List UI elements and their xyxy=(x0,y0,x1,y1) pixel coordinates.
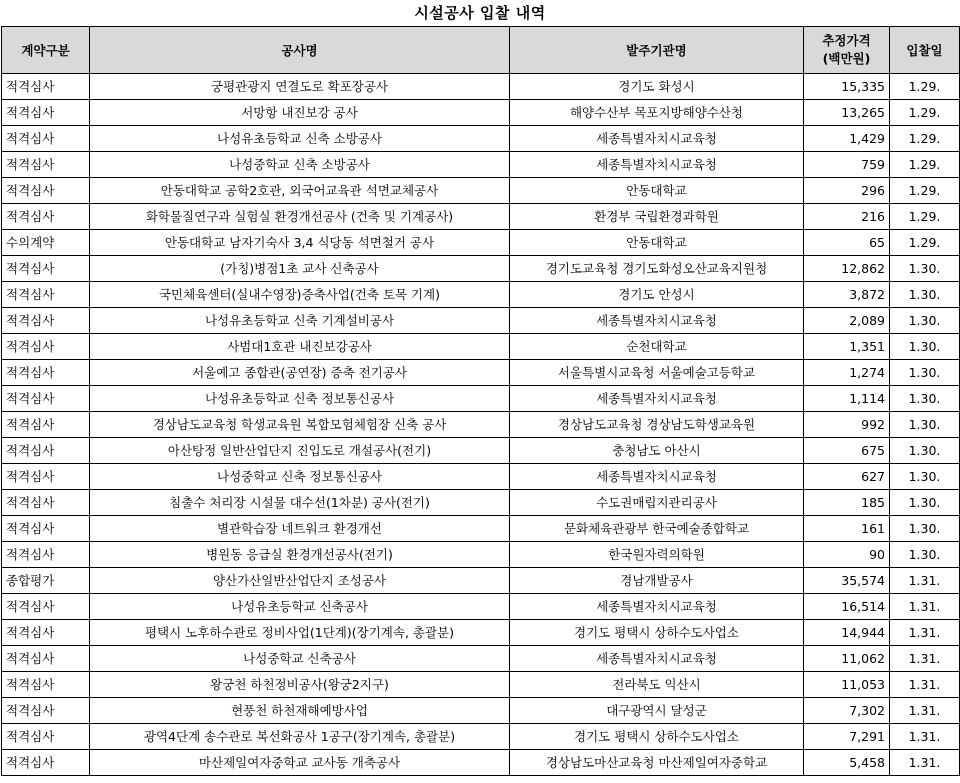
project-name-cell: 현풍천 하천재해예방사업 xyxy=(90,698,510,724)
ordering-agency-cell: 수도권매립지관리공사 xyxy=(510,490,804,516)
estimated-price-cell: 12,862 xyxy=(804,256,890,282)
estimated-price-cell: 90 xyxy=(804,542,890,568)
project-name-cell: 나성유초등학교 신축 정보통신공사 xyxy=(90,386,510,412)
bid-date-cell: 1.31. xyxy=(890,646,960,672)
contract-type-cell: 적격심사 xyxy=(2,698,90,724)
table-row xyxy=(2,100,960,126)
estimated-price-cell: 35,574 xyxy=(804,568,890,594)
contract-type-cell: 수의계약 xyxy=(2,230,90,256)
ordering-agency-cell: 경기도 안성시 xyxy=(510,282,804,308)
table-row xyxy=(2,620,960,646)
ordering-agency-cell: 경기도 화성시 xyxy=(510,74,804,100)
estimated-price-cell: 1,274 xyxy=(804,360,890,386)
bid-date-cell: 1.30. xyxy=(890,438,960,464)
estimated-price-cell: 759 xyxy=(804,152,890,178)
ordering-agency-cell: 순천대학교 xyxy=(510,334,804,360)
contract-type-cell: 적격심사 xyxy=(2,542,90,568)
project-name-cell: 나성유초등학교 신축 소방공사 xyxy=(90,126,510,152)
project-name-cell: 사범대1호관 내진보강공사 xyxy=(90,334,510,360)
bid-date-cell: 1.31. xyxy=(890,672,960,698)
contract-type-cell: 적격심사 xyxy=(2,100,90,126)
contract-type-cell: 적격심사 xyxy=(2,360,90,386)
ordering-agency-cell: 충청남도 아산시 xyxy=(510,438,804,464)
bid-date-cell: 1.29. xyxy=(890,126,960,152)
header-bid-date: 입찰일 xyxy=(890,27,960,74)
estimated-price-cell: 13,265 xyxy=(804,100,890,126)
bid-date-cell: 1.31. xyxy=(890,724,960,750)
ordering-agency-cell: 서울특별시교육청 서울예술고등학교 xyxy=(510,360,804,386)
project-name-cell: 경상남도교육청 학생교육원 복합모험체험장 신축 공사 xyxy=(90,412,510,438)
project-name-cell: 서망항 내진보강 공사 xyxy=(90,100,510,126)
estimated-price-cell: 627 xyxy=(804,464,890,490)
contract-type-cell: 적격심사 xyxy=(2,646,90,672)
table-row xyxy=(2,308,960,334)
project-name-cell: 나성유초등학교 신축공사 xyxy=(90,594,510,620)
page-title: 시설공사 입찰 내역 xyxy=(414,4,546,22)
bid-date-cell: 1.30. xyxy=(890,308,960,334)
table-row xyxy=(2,724,960,750)
project-name-cell: (가칭)병점1초 교사 신축공사 xyxy=(90,256,510,282)
estimated-price-cell: 5,458 xyxy=(804,750,890,776)
header-contract-type: 계약구분 xyxy=(2,27,90,74)
contract-type-cell: 적격심사 xyxy=(2,672,90,698)
ordering-agency-cell: 세종특별자치시교육청 xyxy=(510,594,804,620)
project-name-cell: 광역4단계 송수관로 복선화공사 1공구(장기계속, 총괄분) xyxy=(90,724,510,750)
project-name-cell: 국민체육센터(실내수영장)증축사업(건축 토목 기계) xyxy=(90,282,510,308)
ordering-agency-cell: 세종특별자치시교육청 xyxy=(510,386,804,412)
project-name-cell: 나성중학교 신축 소방공사 xyxy=(90,152,510,178)
estimated-price-cell: 1,429 xyxy=(804,126,890,152)
table-row xyxy=(2,672,960,698)
ordering-agency-cell: 세종특별자치시교육청 xyxy=(510,464,804,490)
bid-date-cell: 1.30. xyxy=(890,386,960,412)
project-name-cell: 별관학습장 네트워크 환경개선 xyxy=(90,516,510,542)
bid-date-cell: 1.29. xyxy=(890,152,960,178)
bid-date-cell: 1.29. xyxy=(890,100,960,126)
table-row xyxy=(2,152,960,178)
estimated-price-cell: 11,062 xyxy=(804,646,890,672)
contract-type-cell: 적격심사 xyxy=(2,438,90,464)
table-body xyxy=(2,74,960,776)
bid-date-cell: 1.30. xyxy=(890,542,960,568)
ordering-agency-cell: 환경부 국립환경과학원 xyxy=(510,204,804,230)
bid-date-cell: 1.30. xyxy=(890,256,960,282)
contract-type-cell: 적격심사 xyxy=(2,178,90,204)
bid-table xyxy=(1,26,960,776)
bid-date-cell: 1.30. xyxy=(890,464,960,490)
bid-date-cell: 1.30. xyxy=(890,282,960,308)
ordering-agency-cell: 경상남도교육청 경상남도학생교육원 xyxy=(510,412,804,438)
table-row xyxy=(2,516,960,542)
ordering-agency-cell: 해양수산부 목포지방해양수산청 xyxy=(510,100,804,126)
ordering-agency-cell: 대구광역시 달성군 xyxy=(510,698,804,724)
project-name-cell: 안동대학교 공학2호관, 외국어교육관 석면교체공사 xyxy=(90,178,510,204)
contract-type-cell: 적격심사 xyxy=(2,282,90,308)
project-name-cell: 침출수 처리장 시설물 대수선(1차분) 공사(전기) xyxy=(90,490,510,516)
table-row xyxy=(2,698,960,724)
header-price-unit: (백만원) xyxy=(822,51,871,66)
project-name-cell: 나성중학교 신축 정보통신공사 xyxy=(90,464,510,490)
table-row xyxy=(2,594,960,620)
project-name-cell: 병원동 응급실 환경개선공사(전기) xyxy=(90,542,510,568)
contract-type-cell: 적격심사 xyxy=(2,620,90,646)
bid-date-cell: 1.29. xyxy=(890,204,960,230)
header-estimated-price xyxy=(804,27,890,74)
estimated-price-cell: 992 xyxy=(804,412,890,438)
contract-type-cell: 적격심사 xyxy=(2,74,90,100)
bid-date-cell: 1.30. xyxy=(890,334,960,360)
contract-type-cell: 적격심사 xyxy=(2,516,90,542)
contract-type-cell: 적격심사 xyxy=(2,750,90,776)
ordering-agency-cell: 한국원자력의학원 xyxy=(510,542,804,568)
estimated-price-cell: 3,872 xyxy=(804,282,890,308)
estimated-price-cell: 14,944 xyxy=(804,620,890,646)
ordering-agency-cell: 경기도교육청 경기도화성오산교육지원청 xyxy=(510,256,804,282)
table-row xyxy=(2,490,960,516)
project-name-cell: 마산제일여자중학교 교사동 개축공사 xyxy=(90,750,510,776)
contract-type-cell: 적격심사 xyxy=(2,204,90,230)
ordering-agency-cell: 문화체육관광부 한국예술종합학교 xyxy=(510,516,804,542)
project-name-cell: 안동대학교 남자기숙사 3,4 식당동 석면철거 공사 xyxy=(90,230,510,256)
estimated-price-cell: 7,302 xyxy=(804,698,890,724)
bid-date-cell: 1.30. xyxy=(890,412,960,438)
project-name-cell: 궁평관광지 연결도로 확포장공사 xyxy=(90,74,510,100)
estimated-price-cell: 675 xyxy=(804,438,890,464)
table-row xyxy=(2,178,960,204)
contract-type-cell: 적격심사 xyxy=(2,152,90,178)
bid-date-cell: 1.29. xyxy=(890,178,960,204)
contract-type-cell: 적격심사 xyxy=(2,256,90,282)
ordering-agency-cell: 세종특별자치시교육청 xyxy=(510,126,804,152)
project-name-cell: 서울예고 종합관(공연장) 증축 전기공사 xyxy=(90,360,510,386)
table-row xyxy=(2,438,960,464)
ordering-agency-cell: 세종특별자치시교육청 xyxy=(510,308,804,334)
estimated-price-cell: 296 xyxy=(804,178,890,204)
header-price-label: 추정가격 xyxy=(822,33,871,48)
estimated-price-cell: 2,089 xyxy=(804,308,890,334)
estimated-price-cell: 65 xyxy=(804,230,890,256)
project-name-cell: 양산가산일반산업단지 조성공사 xyxy=(90,568,510,594)
contract-type-cell: 적격심사 xyxy=(2,464,90,490)
header-ordering-agency: 발주기관명 xyxy=(510,27,804,74)
estimated-price-cell: 11,053 xyxy=(804,672,890,698)
bid-date-cell: 1.29. xyxy=(890,74,960,100)
table-header-row xyxy=(2,27,960,74)
table-row xyxy=(2,74,960,100)
header-project-name: 공사명 xyxy=(90,27,510,74)
table-row xyxy=(2,542,960,568)
contract-type-cell: 종합평가 xyxy=(2,568,90,594)
contract-type-cell: 적격심사 xyxy=(2,490,90,516)
estimated-price-cell: 7,291 xyxy=(804,724,890,750)
table-row xyxy=(2,230,960,256)
project-name-cell: 화학물질연구과 실험실 환경개선공사 (건축 및 기계공사) xyxy=(90,204,510,230)
contract-type-cell: 적격심사 xyxy=(2,594,90,620)
bid-date-cell: 1.31. xyxy=(890,568,960,594)
table-row xyxy=(2,334,960,360)
ordering-agency-cell: 안동대학교 xyxy=(510,178,804,204)
estimated-price-cell: 15,335 xyxy=(804,74,890,100)
table-row xyxy=(2,256,960,282)
ordering-agency-cell: 경기도 평택시 상하수도사업소 xyxy=(510,620,804,646)
project-name-cell: 아산탕정 일반산업단지 진입도로 개설공사(전기) xyxy=(90,438,510,464)
ordering-agency-cell: 전라북도 익산시 xyxy=(510,672,804,698)
estimated-price-cell: 16,514 xyxy=(804,594,890,620)
table-row xyxy=(2,646,960,672)
ordering-agency-cell: 세종특별자치시교육청 xyxy=(510,152,804,178)
project-name-cell: 평택시 노후하수관로 정비사업(1단계)(장기계속, 총괄분) xyxy=(90,620,510,646)
estimated-price-cell: 1,114 xyxy=(804,386,890,412)
estimated-price-cell: 161 xyxy=(804,516,890,542)
ordering-agency-cell: 안동대학교 xyxy=(510,230,804,256)
contract-type-cell: 적격심사 xyxy=(2,334,90,360)
table-row xyxy=(2,360,960,386)
project-name-cell: 나성유초등학교 신축 기계설비공사 xyxy=(90,308,510,334)
estimated-price-cell: 185 xyxy=(804,490,890,516)
contract-type-cell: 적격심사 xyxy=(2,126,90,152)
bid-date-cell: 1.31. xyxy=(890,698,960,724)
ordering-agency-cell: 경남개발공사 xyxy=(510,568,804,594)
ordering-agency-cell: 세종특별자치시교육청 xyxy=(510,646,804,672)
contract-type-cell: 적격심사 xyxy=(2,412,90,438)
bid-date-cell: 1.31. xyxy=(890,594,960,620)
bid-date-cell: 1.30. xyxy=(890,360,960,386)
ordering-agency-cell: 경기도 평택시 상하수도사업소 xyxy=(510,724,804,750)
table-row xyxy=(2,464,960,490)
bid-date-cell: 1.29. xyxy=(890,230,960,256)
table-row xyxy=(2,386,960,412)
contract-type-cell: 적격심사 xyxy=(2,386,90,412)
bid-date-cell: 1.30. xyxy=(890,490,960,516)
contract-type-cell: 적격심사 xyxy=(2,724,90,750)
table-row xyxy=(2,750,960,776)
estimated-price-cell: 1,351 xyxy=(804,334,890,360)
estimated-price-cell: 216 xyxy=(804,204,890,230)
table-row xyxy=(2,126,960,152)
table-row xyxy=(2,412,960,438)
bid-date-cell: 1.30. xyxy=(890,516,960,542)
ordering-agency-cell: 경상남도마산교육청 마산제일여자중학교 xyxy=(510,750,804,776)
bid-date-cell: 1.31. xyxy=(890,620,960,646)
table-row xyxy=(2,204,960,230)
table-row xyxy=(2,282,960,308)
project-name-cell: 왕궁천 하천정비공사(왕궁2지구) xyxy=(90,672,510,698)
contract-type-cell: 적격심사 xyxy=(2,308,90,334)
project-name-cell: 나성중학교 신축공사 xyxy=(90,646,510,672)
bid-date-cell: 1.31. xyxy=(890,750,960,776)
table-row xyxy=(2,568,960,594)
